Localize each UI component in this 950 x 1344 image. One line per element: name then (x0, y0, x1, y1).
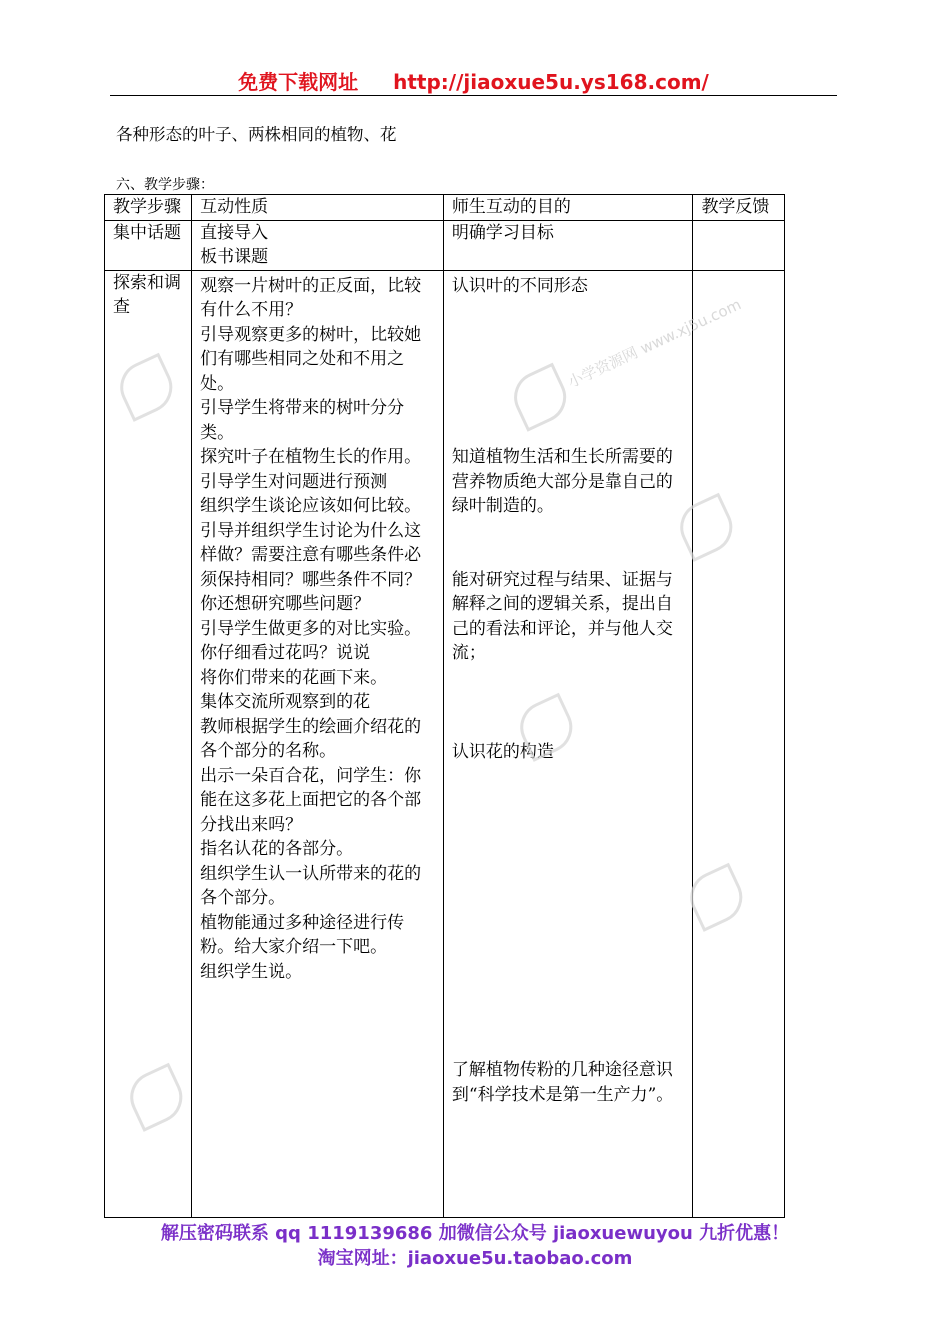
header-cell-step: 教学步骤 (105, 195, 192, 221)
action-item: 组织学生谈论应该如何比较。 (200, 496, 422, 516)
steps-title: 六、教学步骤： (116, 177, 214, 193)
action-item: 植物能通过多种途径进行传粉。给大家介绍一下吧。 (200, 912, 405, 957)
action-item: 引导并组织学生讨论为什么这样做？需要注意有哪些条件必须保持相同？哪些条件不同？ (200, 520, 422, 590)
goal-item: 了解植物传粉的几种途径意识到“科学技术是第一生产力”。 (451, 1060, 674, 1105)
action-item: 出示一朵百合花，问学生：你能在这多花上面把它的各个部分找出来吗？ (200, 765, 422, 835)
footer-contact: 解压密码联系 qq 1119139686 加微信公众号 jiaoxuewuyou 九折优惠！ (160, 1223, 790, 1244)
action-item: 组织学生说。 (200, 961, 303, 982)
action-item: 组织学生认一认所带来的花的各个部分。 (200, 863, 422, 908)
action-item: 板书课题 (200, 247, 269, 267)
row2-step: 探索和调查 (105, 270, 192, 1217)
action-item: 探究叶子在植物生长的作用。 (200, 447, 422, 467)
action-item: 你仔细看过花吗？说说 (200, 643, 371, 663)
header-cell-interaction: 互动性质 (192, 195, 444, 221)
action-item: 集体交流所观察到的花 (200, 692, 371, 712)
header-url[interactable]: http://jiaoxue5u.ys168.com/ (393, 70, 709, 94)
action-item: 直接导入 (200, 222, 269, 243)
row2-feedback (693, 270, 785, 1217)
action-item: 引导学生做更多的对比实验。 (200, 618, 422, 639)
goal-item: 认识叶的不同形态 (451, 275, 588, 296)
watermark-text: 小学资源网 www.xj5u.com (565, 295, 744, 392)
header-label: 免费下载网址 (238, 70, 359, 94)
action-item: 教师根据学生的绘画介绍花的各个部分的名称。 (200, 716, 422, 761)
row1-actions (192, 220, 444, 270)
header-cell-goal: 师生互动的目的 (443, 195, 693, 221)
action-item: 引导学生对问题进行预测 (200, 471, 388, 492)
table-row (105, 220, 785, 270)
goal-item: 认识花的构造 (451, 741, 554, 762)
action-item: 观察一片树叶的正反面，比较有什么不用？ (200, 275, 422, 320)
action-item: 引导观察更多的树叶，比较她们有哪些相同之处和不用之处。 (200, 324, 422, 394)
footer-shop[interactable]: 淘宝网址：jiaoxue5u.taobao.com (317, 1248, 633, 1269)
action-item: 引导学生将带来的树叶分分类。 (200, 398, 405, 443)
row1-feedback (693, 220, 785, 270)
header-cell-feedback: 教学反馈 (693, 195, 785, 221)
goal-item: 知道植物生活和生长所需要的营养物质绝大部分是靠自己的绿叶制造的。 (451, 447, 673, 516)
row1-goal: 明确学习目标 (443, 220, 693, 270)
action-item: 将你们带来的花画下来。 (200, 667, 388, 688)
row2-actions (192, 270, 444, 1217)
table-row (105, 270, 785, 1217)
page-header (110, 66, 837, 96)
goal-item: 能对研究过程与结果、证据与解释之间的逻辑关系，提出自己的看法和评论，并与他人交流； (451, 569, 673, 663)
action-item: 指名认花的各部分。 (200, 839, 354, 859)
row1-step: 集中话题 (105, 220, 192, 270)
action-item: 你还想研究哪些问题？ (200, 594, 371, 614)
table-header-row (105, 195, 785, 221)
materials-line: 各种形态的叶子、两株相同的植物、花 (116, 125, 397, 144)
